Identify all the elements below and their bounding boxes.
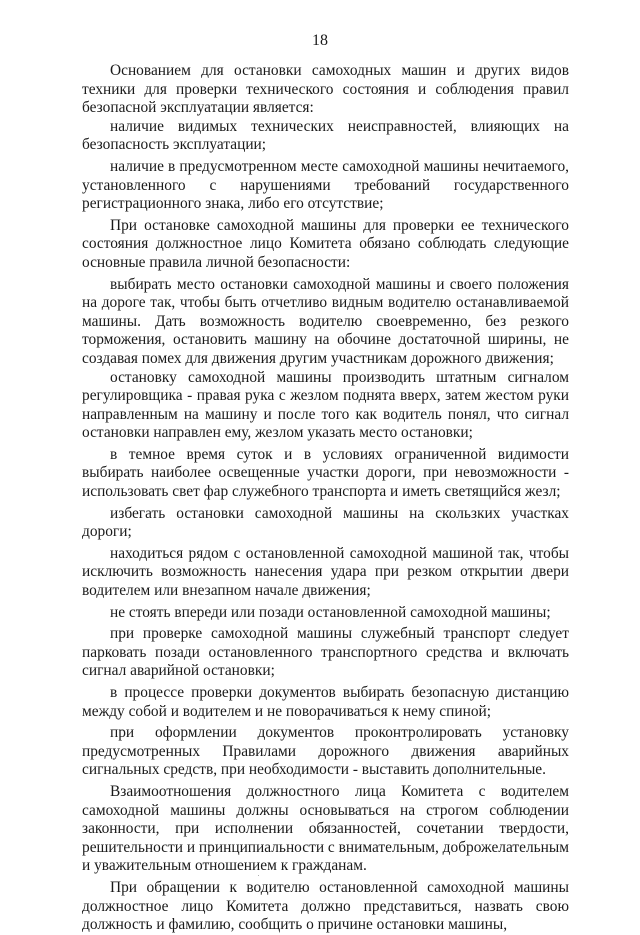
- paragraph: избегать остановки самоходной машины на скользких участках дороги;: [82, 504, 569, 541]
- paragraph: наличие видимых технических неисправностей, влияющих на безопасность эксплуатации;: [82, 117, 569, 154]
- paragraph: Взаимоотношения должностного лица Комитета с водителем самоходной машины должны основываться на строгом соблюдении законности, при исполнении обязанностей, сочетании твердости, решительности и принципиальности с внимательным, доброжелательным и уважительным отношением к гражданам.: [82, 782, 569, 875]
- paragraph: при проверке самоходной машины служебный транспорт следует парковать позади остановленного транспортного средства и включать сигнал аварийной остановки;: [82, 625, 569, 680]
- scan-artifact: [258, 875, 259, 876]
- paragraph: выбирать место остановки самоходной машины и своего положения на дороге так, чтобы быть отчетливо видным водителю останавливаемой машины. Дать возможность водителю своевременно, без резкого торможения, остановить машину на обочине достаточной ширины, не создавая помех для движения другим участникам дорожного движения;: [82, 275, 569, 367]
- document-body: [82, 62, 569, 935]
- paragraph: в процессе проверки документов выбирать безопасную дистанцию между собой и водителем и не поворачиваться к нему спиной;: [82, 684, 569, 720]
- paragraph: При обращении к водителю остановленной самоходной машины должностное лицо Комитета должно представиться, назвать свою должность и фамилию, сообщить о причине остановки машины,: [82, 878, 569, 934]
- paragraph: наличие в предусмотренном месте самоходной машины нечитаемого, установленного с нарушениями требований государственного регистрационного знака, либо его отсутствие;: [82, 157, 569, 213]
- paragraph: находиться рядом с остановленной самоходной машиной так, чтобы исключить возможность нанесения удара при резком открытии двери водителем или внезапном начале движения;: [82, 544, 569, 600]
- page-number: 18: [312, 32, 328, 49]
- paragraph: остановку самоходной машины производить штатным сигналом регулировщика - правая рука с жезлом поднята вверх, затем жестом руки направленным на машину и после того как водитель понял, что сигнал остановки направлен ему, жезлом указать место остановки;: [82, 368, 569, 442]
- paragraph: в темное время суток и в условиях ограниченной видимости выбирать наиболее освещенные участки дороги, при невозможности - использовать свет фар служебного транспорта и иметь светящийся жезл;: [82, 445, 569, 501]
- paragraph: не стоять впереди или позади остановленной самоходной машины;: [110, 603, 551, 621]
- paragraph: Основанием для остановки самоходных машин и других видов техники для проверки технического состояния и соблюдения правил безопасной эксплуатации является:: [82, 62, 569, 117]
- paragraph: при оформлении документов проконтролировать установку предусмотренных Правилами дорожного движения аварийных сигнальных средств, при необходимости - выставить дополнительные.: [82, 724, 569, 779]
- paragraph: При остановке самоходной машины для проверки ее технического состояния должностное лицо Комитета обязано соблюдать следующие основные правила личной безопасности:: [82, 216, 569, 271]
